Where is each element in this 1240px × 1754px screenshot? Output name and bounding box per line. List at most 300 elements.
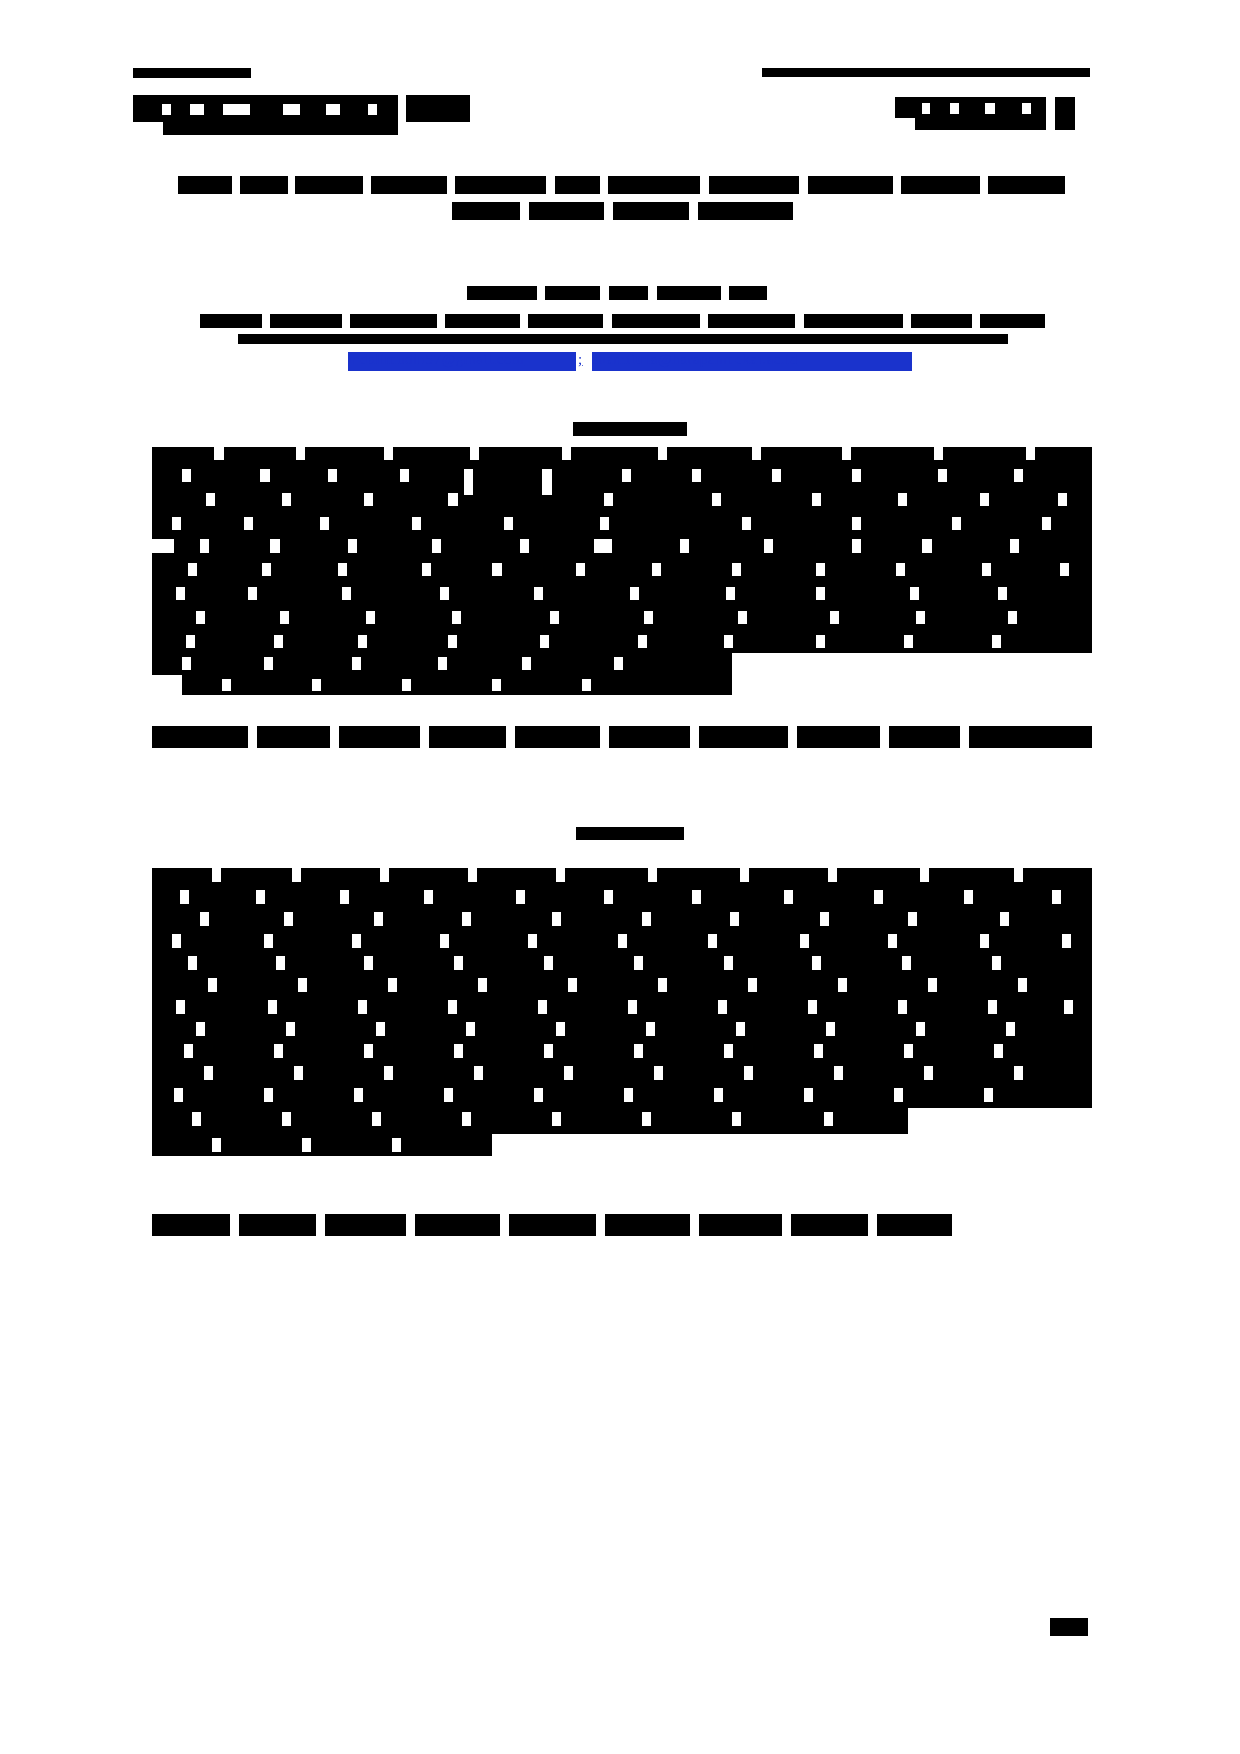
- intro-gap: [264, 1088, 273, 1102]
- abstract-heading: [573, 422, 687, 436]
- abstract-gap: [772, 469, 781, 482]
- abstract-gap: [1008, 611, 1017, 624]
- abstract-gap: [422, 563, 431, 576]
- aff1-gap-2: [342, 314, 350, 328]
- intro-gap: [1000, 912, 1009, 926]
- abstract-gap: [452, 611, 461, 624]
- abstract-gap: [916, 611, 925, 624]
- intro-gap: [468, 868, 477, 882]
- abstract-gap: [898, 493, 907, 506]
- abstract-gap: [296, 447, 305, 460]
- intro-gap: [282, 1112, 291, 1126]
- journal-title-stamp-gap-7: [398, 95, 406, 135]
- intro-gap: [624, 1088, 633, 1102]
- title-l1-gap-5: [546, 176, 555, 194]
- abstract-gap: [1042, 517, 1051, 530]
- abstract-gap: [172, 517, 181, 530]
- intro-gap: [894, 1088, 903, 1102]
- abstract-gap: [196, 611, 205, 624]
- abstract-gap: [594, 539, 612, 553]
- abstract-gap: [712, 493, 721, 506]
- title-l2-gap-3: [689, 202, 698, 220]
- abstract-gap: [752, 447, 761, 460]
- aff1-gap-4: [520, 314, 528, 328]
- abstract-gap: [152, 539, 174, 553]
- intro-gap: [380, 868, 389, 882]
- intro-gap: [904, 1044, 913, 1058]
- abstract-gap: [448, 635, 457, 648]
- intro-gap: [568, 978, 577, 992]
- intro-gap: [454, 1044, 463, 1058]
- abstract-gap: [312, 679, 321, 691]
- title-l1-gap-1: [232, 176, 240, 194]
- intro-gap: [714, 1088, 723, 1102]
- abstract-gap: [852, 539, 861, 553]
- abstract-gap: [182, 657, 191, 670]
- abstract-gap: [542, 469, 552, 495]
- intro-gap: [392, 1138, 401, 1152]
- intro-gap: [732, 1112, 741, 1126]
- intro-gap: [646, 1022, 655, 1036]
- abstract-gap: [830, 611, 839, 624]
- abstract-gap: [320, 517, 329, 530]
- intro-gap: [534, 1088, 543, 1102]
- abstract-gap: [692, 469, 701, 482]
- intro-gap: [302, 1138, 311, 1152]
- intro-gap: [268, 1000, 277, 1014]
- abstract-gap: [816, 563, 825, 576]
- keywords-gap-8: [880, 726, 889, 748]
- intro-last-gap-4: [500, 1214, 509, 1236]
- abstract-gap: [652, 563, 661, 576]
- abstract-gap: [604, 493, 613, 506]
- intro-gap: [718, 1000, 727, 1014]
- abstract-gap: [214, 447, 224, 460]
- intro-gap: [994, 1044, 1003, 1058]
- abstract-gap: [576, 563, 585, 576]
- intro-gap: [440, 934, 449, 948]
- intro-gap: [838, 978, 847, 992]
- journal-title-stamp-gap-5: [326, 104, 340, 115]
- intro-gap: [176, 1000, 185, 1014]
- abstract-gap: [852, 517, 861, 530]
- intro-gap: [552, 912, 561, 926]
- keywords-line: [152, 726, 1092, 748]
- abstract-gap: [504, 517, 513, 530]
- intro-gap: [462, 1112, 471, 1126]
- abstract-gap: [262, 563, 271, 576]
- intro-gap: [654, 1066, 663, 1080]
- introduction-heading: [576, 827, 684, 840]
- intro-gap: [212, 868, 221, 882]
- abstract-gap: [492, 563, 502, 576]
- intro-gap: [364, 956, 373, 970]
- intro-gap: [658, 978, 667, 992]
- abstract-gap: [282, 493, 291, 506]
- intro-gap: [466, 1022, 475, 1036]
- authors-gap-3: [648, 286, 657, 300]
- intro-gap: [992, 956, 1001, 970]
- intro-gap: [800, 934, 809, 948]
- intro-gap: [474, 1066, 483, 1080]
- abstract-body: [152, 447, 1092, 717]
- intro-gap: [188, 956, 197, 970]
- abstract-gap: [812, 493, 821, 506]
- abstract-gap: [910, 587, 919, 600]
- intro-gap: [1064, 1000, 1073, 1014]
- abstract-gap: [260, 469, 270, 482]
- abstract-gap: [186, 635, 195, 648]
- intro-gap: [208, 978, 217, 992]
- intro-gap: [920, 868, 929, 882]
- abstract-gap: [992, 635, 1001, 648]
- journal-issue-gap-1: [922, 103, 930, 114]
- abstract-gap: [152, 695, 1092, 717]
- title-l1-gap-2: [288, 176, 295, 194]
- keywords-gap-2: [330, 726, 339, 748]
- abstract-gap: [764, 539, 773, 553]
- journal-masthead-left: [133, 68, 251, 78]
- abstract-gap: [952, 517, 961, 530]
- intro-gap: [642, 912, 651, 926]
- journal-title-stamp-gap-9: [406, 122, 470, 135]
- intro-gap: [812, 956, 821, 970]
- abstract-gap: [248, 587, 257, 600]
- intro-gap: [192, 1112, 201, 1126]
- introduction-body: [152, 868, 1092, 1178]
- abstract-gap: [980, 493, 989, 506]
- abstract-gap: [934, 447, 943, 460]
- intro-gap: [294, 1066, 303, 1080]
- abstract-gap: [644, 611, 653, 624]
- intro-gap: [276, 956, 285, 970]
- intro-gap: [364, 1044, 373, 1058]
- email-link-primary[interactable]: mdalimudin57@gmail.com: [348, 352, 576, 371]
- intro-last-gap-2: [316, 1214, 325, 1236]
- title-l1-gap-7: [700, 176, 709, 194]
- journal-issue-gap-2: [950, 103, 959, 114]
- intro-gap: [292, 868, 301, 882]
- intro-gap: [902, 956, 911, 970]
- title-l1-gap-9: [893, 176, 901, 194]
- intro-gap: [1006, 1022, 1015, 1036]
- intro-gap: [204, 1066, 213, 1080]
- abstract-gap: [998, 587, 1007, 600]
- intro-gap: [174, 1088, 183, 1102]
- title-l1-gap-10: [980, 176, 988, 194]
- intro-gap: [564, 1066, 573, 1080]
- keywords-gap-9: [960, 726, 969, 748]
- aff1-gap-7: [795, 314, 804, 328]
- abstract-gap: [244, 517, 253, 530]
- abstract-gap: [550, 611, 559, 624]
- abstract-gap: [400, 469, 409, 482]
- aff1-gap-6: [700, 314, 708, 328]
- intro-gap: [544, 956, 553, 970]
- title-l1-gap-3: [363, 176, 371, 194]
- keywords-gap-5: [600, 726, 609, 748]
- abstract-gap: [1014, 469, 1023, 482]
- intro-gap: [544, 1044, 553, 1058]
- intro-gap: [634, 956, 643, 970]
- intro-gap: [744, 1066, 753, 1080]
- page-footer-mark: [1050, 1618, 1088, 1636]
- intro-gap: [964, 890, 973, 904]
- email-link-secondary[interactable]: shamfitria@harapanmekar.ac.id: [592, 352, 912, 371]
- intro-last-gap-5: [596, 1214, 605, 1236]
- abstract-gap: [222, 679, 231, 691]
- keywords-gap-1: [248, 726, 257, 748]
- abstract-gap: [738, 611, 747, 624]
- keywords-gap-7: [788, 726, 797, 748]
- intro-gap: [724, 956, 733, 970]
- intro-gap: [384, 1066, 393, 1080]
- abstract-gap: [614, 657, 623, 670]
- abstract-gap: [1060, 563, 1069, 576]
- intro-gap: [376, 1022, 385, 1036]
- title-l1-gap-4: [447, 176, 455, 194]
- abstract-gap: [724, 635, 733, 648]
- intro-gap: [888, 934, 897, 948]
- intro-gap: [352, 934, 361, 948]
- intro-last-gap-8: [868, 1214, 877, 1236]
- intro-gap: [538, 1000, 547, 1014]
- intro-gap: [1018, 978, 1027, 992]
- intro-gap: [516, 890, 525, 904]
- intro-gap: [274, 1044, 283, 1058]
- abstract-gap: [742, 517, 751, 530]
- intro-gap: [1052, 890, 1061, 904]
- keywords-gap-4: [506, 726, 515, 748]
- journal-issue-gap-3: [985, 103, 995, 114]
- abstract-gap: [520, 539, 529, 553]
- abstract-gap: [896, 563, 905, 576]
- intro-gap: [874, 890, 883, 904]
- intro-gap: [184, 1044, 193, 1058]
- intro-gap: [212, 1138, 221, 1152]
- abstract-gap: [270, 539, 280, 553]
- intro-gap: [372, 1112, 381, 1126]
- abstract-gap: [904, 635, 913, 648]
- intro-gap: [354, 1088, 363, 1102]
- intro-gap: [528, 934, 537, 948]
- abstract-gap: [364, 493, 373, 506]
- journal-title-stamp-gap-3: [223, 104, 250, 115]
- abstract-gap: [680, 539, 689, 553]
- intro-gap: [824, 1112, 833, 1126]
- keywords-gap-6: [690, 726, 699, 748]
- intro-last-gap-6: [690, 1214, 699, 1236]
- abstract-gap: [726, 587, 735, 600]
- intro-gap: [152, 1156, 1092, 1178]
- journal-title-stamp-gap-8: [133, 122, 163, 135]
- intro-gap: [740, 868, 749, 882]
- intro-gap: [828, 868, 837, 882]
- abstract-gap: [348, 539, 357, 553]
- abstract-gap: [562, 447, 571, 460]
- intro-gap: [374, 912, 383, 926]
- title-l2-gap-1: [520, 202, 529, 220]
- intro-gap: [454, 956, 463, 970]
- abstract-gap: [816, 587, 825, 600]
- journal-title-stamp-gap-1: [162, 104, 171, 115]
- authors-gap-4: [721, 286, 729, 300]
- intro-gap: [552, 1112, 561, 1126]
- abstract-gap: [982, 563, 991, 576]
- abstract-gap: [658, 447, 667, 460]
- abstract-gap: [402, 679, 411, 691]
- intro-gap: [984, 1088, 993, 1102]
- journal-title-stamp-gap-6: [368, 104, 377, 115]
- intro-gap: [834, 1066, 843, 1080]
- abstract-gap: [600, 517, 609, 530]
- intro-gap: [748, 978, 757, 992]
- journal-masthead-right: [762, 68, 1090, 77]
- abstract-gap: [366, 611, 375, 624]
- intro-gap: [808, 1000, 817, 1014]
- aff1-gap-1: [262, 314, 270, 328]
- abstract-gap: [176, 587, 185, 600]
- intro-gap: [814, 1044, 823, 1058]
- abstract-gap: [470, 447, 479, 460]
- intro-gap: [648, 868, 657, 882]
- abstract-gap: [338, 563, 347, 576]
- journal-issue-gap-4: [1022, 103, 1031, 114]
- intro-gap: [444, 1088, 453, 1102]
- intro-gap: [424, 890, 433, 904]
- intro-gap: [358, 1000, 367, 1014]
- intro-last-gap-3: [406, 1214, 415, 1236]
- abstract-gap: [1058, 493, 1067, 506]
- abstract-gap: [432, 539, 441, 553]
- abstract-gap: [188, 563, 197, 576]
- intro-gap: [604, 890, 613, 904]
- intro-gap: [980, 934, 989, 948]
- intro-gap: [1014, 1066, 1023, 1080]
- title-l1-gap-6: [600, 176, 608, 194]
- intro-gap: [736, 1022, 745, 1036]
- abstract-gap: [264, 657, 273, 670]
- intro-gap: [264, 934, 273, 948]
- abstract-gap: [492, 679, 501, 691]
- aff1-gap-5: [603, 314, 612, 328]
- aff1-gap-9: [972, 314, 980, 328]
- abstract-gap: [358, 635, 367, 648]
- journal-title-stamp-gap-4: [283, 104, 300, 115]
- authors-gap-2: [600, 286, 609, 300]
- title-l1-gap-8: [799, 176, 808, 194]
- abstract-gap: [852, 469, 861, 482]
- intro-gap: [826, 1022, 835, 1036]
- abstract-gap: [630, 587, 639, 600]
- intro-gap: [196, 1022, 205, 1036]
- aff1-gap-8: [903, 314, 911, 328]
- intro-gap: [556, 868, 565, 882]
- abstract-gap: [582, 679, 591, 691]
- intro-last-gap-7: [782, 1214, 791, 1236]
- abstract-gap: [1026, 447, 1035, 460]
- abstract-gap: [522, 657, 531, 670]
- intro-gap: [1062, 934, 1071, 948]
- abstract-gap: [922, 539, 932, 553]
- aff1-gap-3: [437, 314, 445, 328]
- affiliation-line-2: [238, 334, 1008, 344]
- intro-gap: [478, 978, 487, 992]
- abstract-gap: [1010, 539, 1019, 553]
- journal-issue-gap-6: [895, 118, 915, 130]
- abstract-gap: [206, 493, 215, 506]
- abstract-gap: [352, 657, 361, 670]
- abstract-gap: [274, 635, 283, 648]
- abstract-gap: [412, 517, 421, 530]
- introduction-last-line: [152, 1214, 952, 1236]
- article-title-line-2: [452, 202, 793, 220]
- intro-gap: [256, 890, 265, 904]
- intro-gap: [286, 1022, 295, 1036]
- article-title-line-1: [178, 176, 1065, 194]
- abstract-gap: [638, 635, 647, 648]
- affiliation-line-1: [200, 314, 1045, 328]
- intro-last-gap-1: [230, 1214, 239, 1236]
- intro-gap: [916, 1022, 925, 1036]
- intro-gap: [820, 912, 829, 926]
- journal-issue-gap-5: [1046, 97, 1055, 130]
- intro-gap: [898, 1000, 907, 1014]
- intro-gap: [908, 912, 917, 926]
- intro-gap: [172, 934, 181, 948]
- abstract-gap: [622, 469, 631, 482]
- abstract-gap: [328, 469, 337, 482]
- abstract-gap: [440, 587, 449, 600]
- abstract-gap: [464, 469, 473, 495]
- abstract-gap: [938, 469, 947, 482]
- abstract-gap: [842, 447, 851, 460]
- intro-gap: [462, 912, 471, 926]
- intro-gap: [448, 1000, 457, 1014]
- intro-gap: [804, 1088, 813, 1102]
- abstract-gap: [182, 469, 191, 482]
- intro-gap: [556, 1022, 565, 1036]
- abstract-gap: [438, 657, 447, 670]
- intro-gap: [730, 912, 739, 926]
- email-link-separator: ;: [578, 352, 583, 368]
- intro-gap: [928, 978, 937, 992]
- intro-gap: [618, 934, 627, 948]
- intro-gap: [692, 890, 701, 904]
- intro-gap: [634, 1044, 643, 1058]
- intro-gap: [180, 890, 189, 904]
- intro-gap: [988, 1000, 997, 1014]
- intro-gap: [724, 1044, 733, 1058]
- title-l2-gap-2: [604, 202, 613, 220]
- authors-gap-1: [537, 286, 545, 300]
- abstract-gap: [816, 635, 825, 648]
- intro-gap: [340, 890, 349, 904]
- abstract-gap: [540, 635, 549, 648]
- intro-gap: [924, 1066, 933, 1080]
- abstract-gap: [280, 611, 289, 624]
- intro-gap: [628, 1000, 637, 1014]
- intro-gap: [284, 912, 293, 926]
- abstract-gap: [200, 539, 209, 553]
- abstract-gap: [448, 493, 458, 506]
- intro-gap: [298, 978, 307, 992]
- intro-gap: [200, 912, 209, 926]
- intro-gap: [784, 890, 793, 904]
- intro-gap: [642, 1112, 651, 1126]
- abstract-gap: [534, 587, 543, 600]
- abstract-gap: [384, 447, 393, 460]
